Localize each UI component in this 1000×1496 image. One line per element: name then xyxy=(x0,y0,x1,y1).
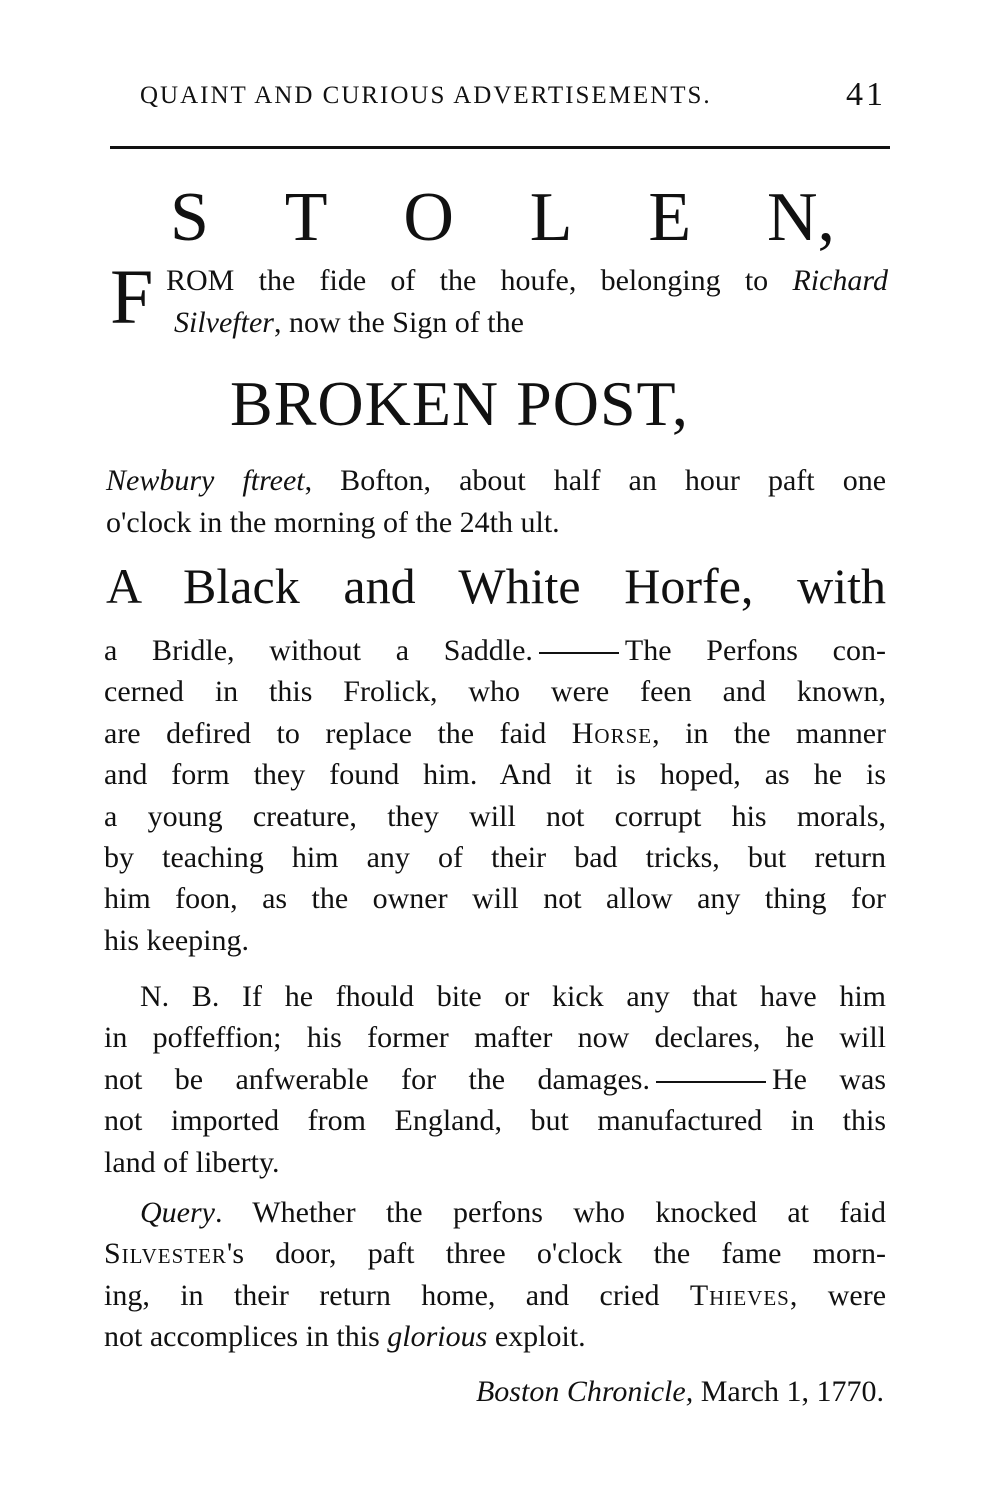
paragraph-line: and form they found him. And it is hoped, as he is xyxy=(104,758,886,792)
drop-cap: F xyxy=(110,253,154,340)
text-segment: not accomplices in this xyxy=(104,1320,380,1354)
paragraph-query xyxy=(104,1192,886,1358)
publication-date: March 1, 1770. xyxy=(700,1375,884,1408)
paragraph-line: in poffeffion; his former mafter now declares, he will xyxy=(104,1021,886,1055)
paragraph-line xyxy=(104,1233,886,1274)
page-number: 41 xyxy=(846,76,886,113)
paragraph-line: him foon, as the owner will not allow any thing for xyxy=(104,882,886,916)
text-segment: He was xyxy=(771,1062,887,1096)
em-dash-rule xyxy=(539,652,619,654)
stolen-letter: S xyxy=(170,179,209,256)
paragraph-line: land of liberty. xyxy=(104,1145,280,1179)
running-head: QUAINT AND CURIOUS ADVERTISEMENTS. xyxy=(140,82,712,109)
glorious-italic: glorious xyxy=(387,1320,488,1354)
owner-surname: Silvefter xyxy=(174,306,274,339)
paragraph-line: by teaching him any of their bad tricks, but return xyxy=(104,841,886,875)
paragraph-line: N. B. If he fhould bite or kick any that have him xyxy=(140,980,886,1013)
intro-line-1 xyxy=(166,262,888,300)
text-segment: . Whether the perfons who knocked at faid xyxy=(214,1196,886,1229)
text-segment: , in the manner xyxy=(652,716,887,750)
text-segment: exploit. xyxy=(494,1320,586,1354)
header-rule xyxy=(110,146,890,149)
text-segment: not be anfwerable for the damages. xyxy=(104,1062,650,1096)
silvester-small-caps: Silvester xyxy=(104,1237,227,1271)
horse-small-caps: Horse xyxy=(571,716,653,750)
stolen-heading xyxy=(110,178,890,258)
paragraph-nota-bene xyxy=(104,976,886,1183)
paragraph-line xyxy=(104,1059,886,1100)
thieves-small-caps: Thieves xyxy=(689,1278,790,1312)
em-dash-rule xyxy=(656,1081,766,1083)
stolen-letter: O xyxy=(403,179,454,256)
horse-headline: A Black and White Horfe, with xyxy=(106,558,886,614)
location-text: , Bofton, about half an hour paft one xyxy=(304,464,887,497)
paragraph-line xyxy=(104,630,886,671)
sign-name: BROKEN POST, xyxy=(230,368,689,439)
street-name: Newbury ftreet xyxy=(106,464,305,497)
paragraph-line xyxy=(104,1316,886,1357)
source-citation xyxy=(476,1372,884,1412)
stolen-letter: T xyxy=(284,179,328,256)
query-label: Query xyxy=(140,1196,215,1229)
paragraph-main xyxy=(104,630,886,961)
paragraph-line: not imported from England, but manufactured in this xyxy=(104,1104,886,1138)
text-segment: , were xyxy=(789,1278,887,1312)
intro-line-2 xyxy=(174,304,524,342)
paragraph-line: cerned in this Frolick, who were feen and known, xyxy=(104,675,886,709)
owner-first-name: Richard xyxy=(792,264,888,297)
paragraph-line: a young creature, they will not corrupt his morals, xyxy=(104,799,886,833)
paragraph-line xyxy=(104,713,886,754)
paragraph-line xyxy=(104,1275,886,1316)
text-segment: 's door, paft three o'clock the fame morn- xyxy=(226,1237,886,1271)
intro-text: ROM the fide of the houfe, belonging to xyxy=(166,264,769,297)
publication-name: Boston Chronicle, xyxy=(475,1375,694,1408)
location-line-1 xyxy=(106,462,886,500)
text-segment: The Perfons con- xyxy=(624,634,886,667)
text-segment: ing, in their return home, and cried xyxy=(104,1278,660,1312)
text-segment: a Bridle, without a Saddle. xyxy=(104,634,533,667)
stolen-letter: L xyxy=(529,179,573,256)
text-segment: are defired to replace the faid xyxy=(104,716,547,750)
intro-text: , now the Sign of the xyxy=(273,306,524,339)
stolen-letter: N, xyxy=(766,179,835,256)
stolen-letter: E xyxy=(648,179,692,256)
location-line-2: o'clock in the morning of the 24th ult. xyxy=(106,506,560,539)
paragraph-line xyxy=(104,1192,886,1233)
paragraph-line: his keeping. xyxy=(104,923,249,957)
